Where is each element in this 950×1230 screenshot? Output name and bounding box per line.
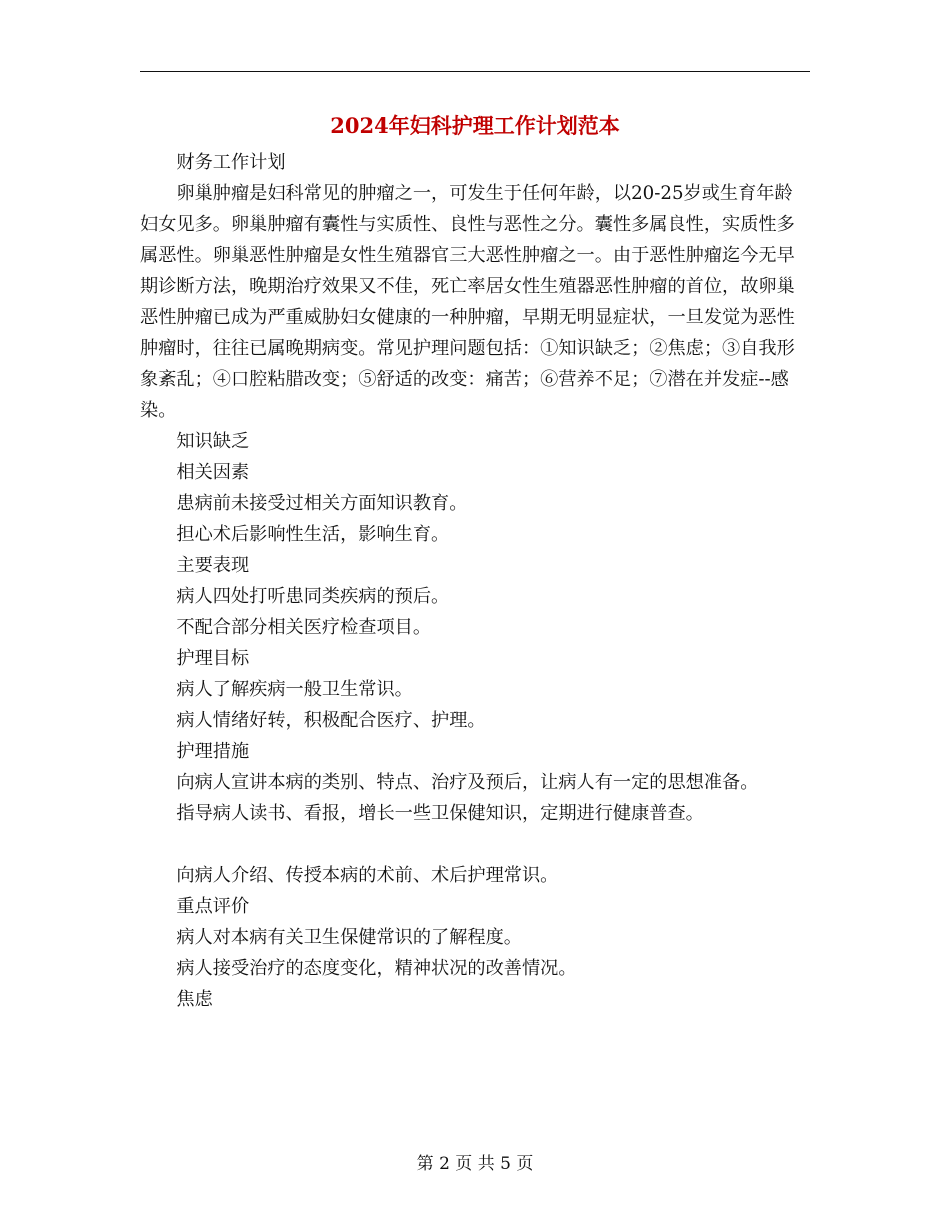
- paragraph: 不配合部分相关医疗检查项目。: [176, 617, 432, 638]
- paragraph: 病人情绪好转，积极配合医疗、护理。: [176, 710, 486, 731]
- paragraph: 相关因素: [176, 462, 250, 483]
- paragraph: 担心术后影响性生活，影响生育。: [176, 524, 450, 545]
- blank-line: [140, 829, 805, 860]
- paragraph: 重点评价: [176, 896, 250, 917]
- paragraph: 向病人宣讲本病的类别、特点、治疗及预后，让病人有一定的思想准备。: [176, 772, 759, 793]
- page-footer: 第 2 页 共 5 页: [416, 1154, 534, 1174]
- paragraph: 病人接受治疗的态度变化，精神状况的改善情况。: [176, 958, 577, 979]
- paragraph: 护理措施: [176, 741, 250, 762]
- paragraph: 焦虑: [176, 989, 213, 1010]
- paragraph: 护理目标: [176, 648, 250, 669]
- header-rule: [140, 71, 810, 72]
- paragraph: 主要表现: [176, 555, 250, 576]
- document-body: [140, 147, 805, 1015]
- paragraph: 病人四处打听患同类疾病的预后。: [176, 586, 450, 607]
- paragraph: 知识缺乏: [176, 431, 250, 452]
- paragraph: 病人对本病有关卫生保健常识的了解程度。: [176, 927, 522, 948]
- paragraph: 病人了解疾病一般卫生常识。: [176, 679, 413, 700]
- paragraph: 指导病人读书、看报，增长一些卫保健知识，定期进行健康普查。: [176, 803, 704, 824]
- paragraph: 财务工作计划: [176, 152, 286, 173]
- paragraph: 患病前未接受过相关方面知识教育。: [176, 493, 468, 514]
- document-title: 2024年妇科护理工作计划范本: [330, 113, 620, 138]
- paragraph: 向病人介绍、传授本病的术前、术后护理常识。: [176, 865, 559, 886]
- paragraph: 卵巢肿瘤是妇科常见的肿瘤之一，可发生于任何年龄，以20-25岁或生育年龄妇女见多。卵巢肿瘤有囊性与实质性、良性与恶性之分。囊性多属良性，实质性多属恶性。卵巢恶性肿瘤是女性生殖器官三大恶性肿瘤之一。由于恶性肿瘤迄今无早期诊断方法，晚期治疗效果又不佳，死亡率居女性生殖器恶性肿瘤的首位，故卵巢恶性肿瘤已成为严重威胁妇女健康的一种肿瘤，早期无明显症状，一旦发觉为恶性肿瘤时，往往已属晚期病变。常见护理问题包括：①知识缺乏；②焦虑；③自我形象紊乱；④口腔粘腊改变；⑤舒适的改变：痛苦；⑥营养不足；⑦潜在并发症--感染。: [140, 183, 795, 421]
